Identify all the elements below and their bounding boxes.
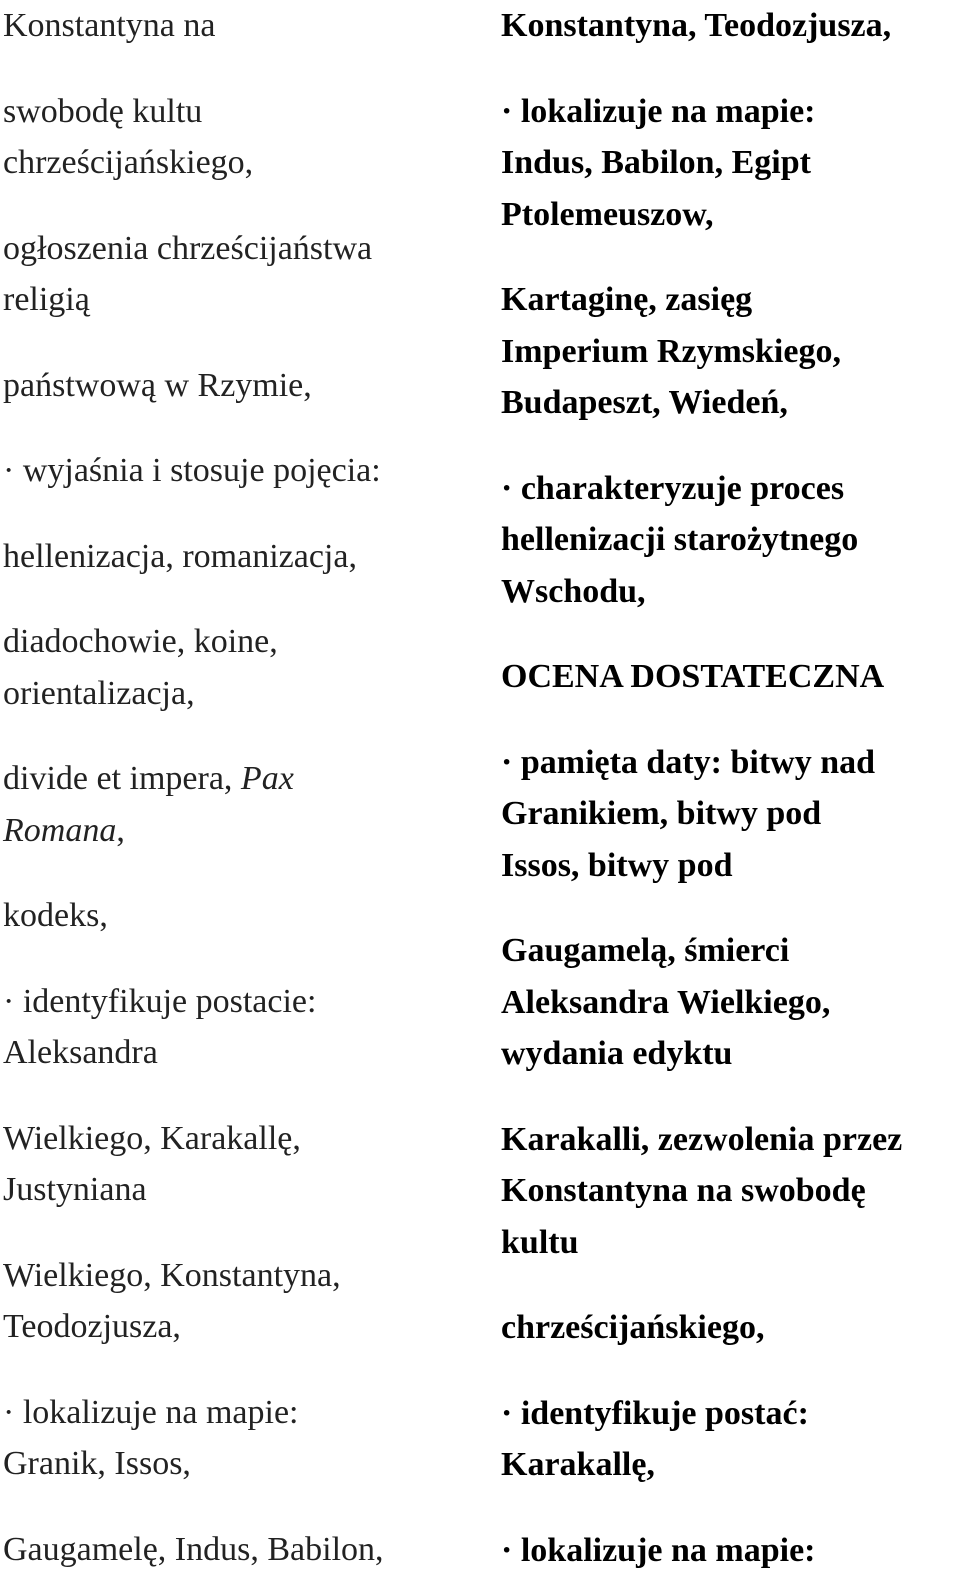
left-para-10 [3,976,483,1079]
right-para-4 [501,463,960,618]
text-line: Granik, Issos, [3,1438,483,1490]
right-para-10 [501,1388,960,1491]
text-line: Gaugamelę, Indus, Babilon, [3,1524,483,1576]
text-line: Konstantyna, Teodozjusza, [501,0,960,52]
text-line: Imperium Rzymskiego, [501,326,960,378]
bullet-line: · lokalizuje na mapie: [3,1387,483,1439]
text-line: Wielkiego, Konstantyna, [3,1250,483,1302]
text-line: Kartaginę, zasięg [501,274,960,326]
text-line: Ptolemeuszow, [501,189,960,241]
text-line: Konstantyna na swobodę [501,1165,960,1217]
left-para-6 [3,531,483,583]
bullet-line: · lokalizuje na mapie: [501,1525,960,1576]
left-para-7 [3,616,483,719]
text-line: Gaugamelą, śmierci [501,925,960,977]
left-para-1 [3,0,483,52]
right-column [501,0,960,1576]
text-line: religią [3,274,483,326]
text-line: Wielkiego, Karakallę, [3,1113,483,1165]
right-para-9 [501,1302,960,1354]
right-para-11 [501,1525,960,1576]
left-para-8 [3,753,483,856]
right-para-7 [501,925,960,1080]
left-para-11 [3,1113,483,1216]
bullet-line: · pamięta daty: bitwy nad [501,737,960,789]
text-line: Teodozjusza, [3,1301,483,1353]
text-line: Aleksandra Wielkiego, [501,977,960,1029]
text-line: wydania edyktu [501,1028,960,1080]
text-line: chrześcijańskiego, [501,1302,960,1354]
italic-fragment: Romana [3,812,116,849]
left-para-12 [3,1250,483,1353]
text-line [3,753,483,805]
text-line: Indus, Babilon, Egipt [501,137,960,189]
text-line: państwową w Rzymie, [3,360,483,412]
left-para-3 [3,223,483,326]
text-line: kultu [501,1217,960,1269]
left-para-14 [3,1524,483,1576]
right-para-6 [501,737,960,892]
text-line: orientalizacja, [3,668,483,720]
text-line: Karakallę, [501,1439,960,1491]
text-line: Issos, bitwy pod [501,840,960,892]
text-line: kodeks, [3,890,483,942]
text-fragment: , [116,812,125,849]
bullet-line: · charakteryzuje proces [501,463,960,515]
left-para-13 [3,1387,483,1490]
text-line: Karakalli, zezwolenia przez [501,1114,960,1166]
grade-heading [501,651,960,703]
text-line: Wschodu, [501,566,960,618]
left-para-4 [3,360,483,412]
text-line: diadochowie, koine, [3,616,483,668]
bullet-line: · wyjaśnia i stosuje pojęcia: [3,445,483,497]
text-line: hellenizacja, romanizacja, [3,531,483,583]
right-para-8 [501,1114,960,1269]
left-para-2 [3,86,483,189]
right-para-2 [501,86,960,241]
text-line: Aleksandra [3,1027,483,1079]
left-para-9 [3,890,483,942]
text-fragment: divide et impera, [3,760,241,797]
text-line: Justyniana [3,1164,483,1216]
text-line: chrześcijańskiego, [3,137,483,189]
italic-fragment: Pax [241,760,294,797]
left-para-5 [3,445,483,497]
text-line: Konstantyna na [3,0,483,52]
right-para-3 [501,274,960,429]
text-line: swobodę kultu [3,86,483,138]
right-para-1 [501,0,960,52]
text-line [3,805,483,857]
text-line: ogłoszenia chrześcijaństwa [3,223,483,275]
text-line: Budapeszt, Wiedeń, [501,377,960,429]
bullet-line: · identyfikuje postać: [501,1388,960,1440]
left-column [3,0,483,1575]
bullet-line: · lokalizuje na mapie: [501,86,960,138]
text-line: Granikiem, bitwy pod [501,788,960,840]
grade-heading-text: OCENA DOSTATECZNA [501,651,960,703]
bullet-line: · identyfikuje postacie: [3,976,483,1028]
text-line: hellenizacji starożytnego [501,514,960,566]
